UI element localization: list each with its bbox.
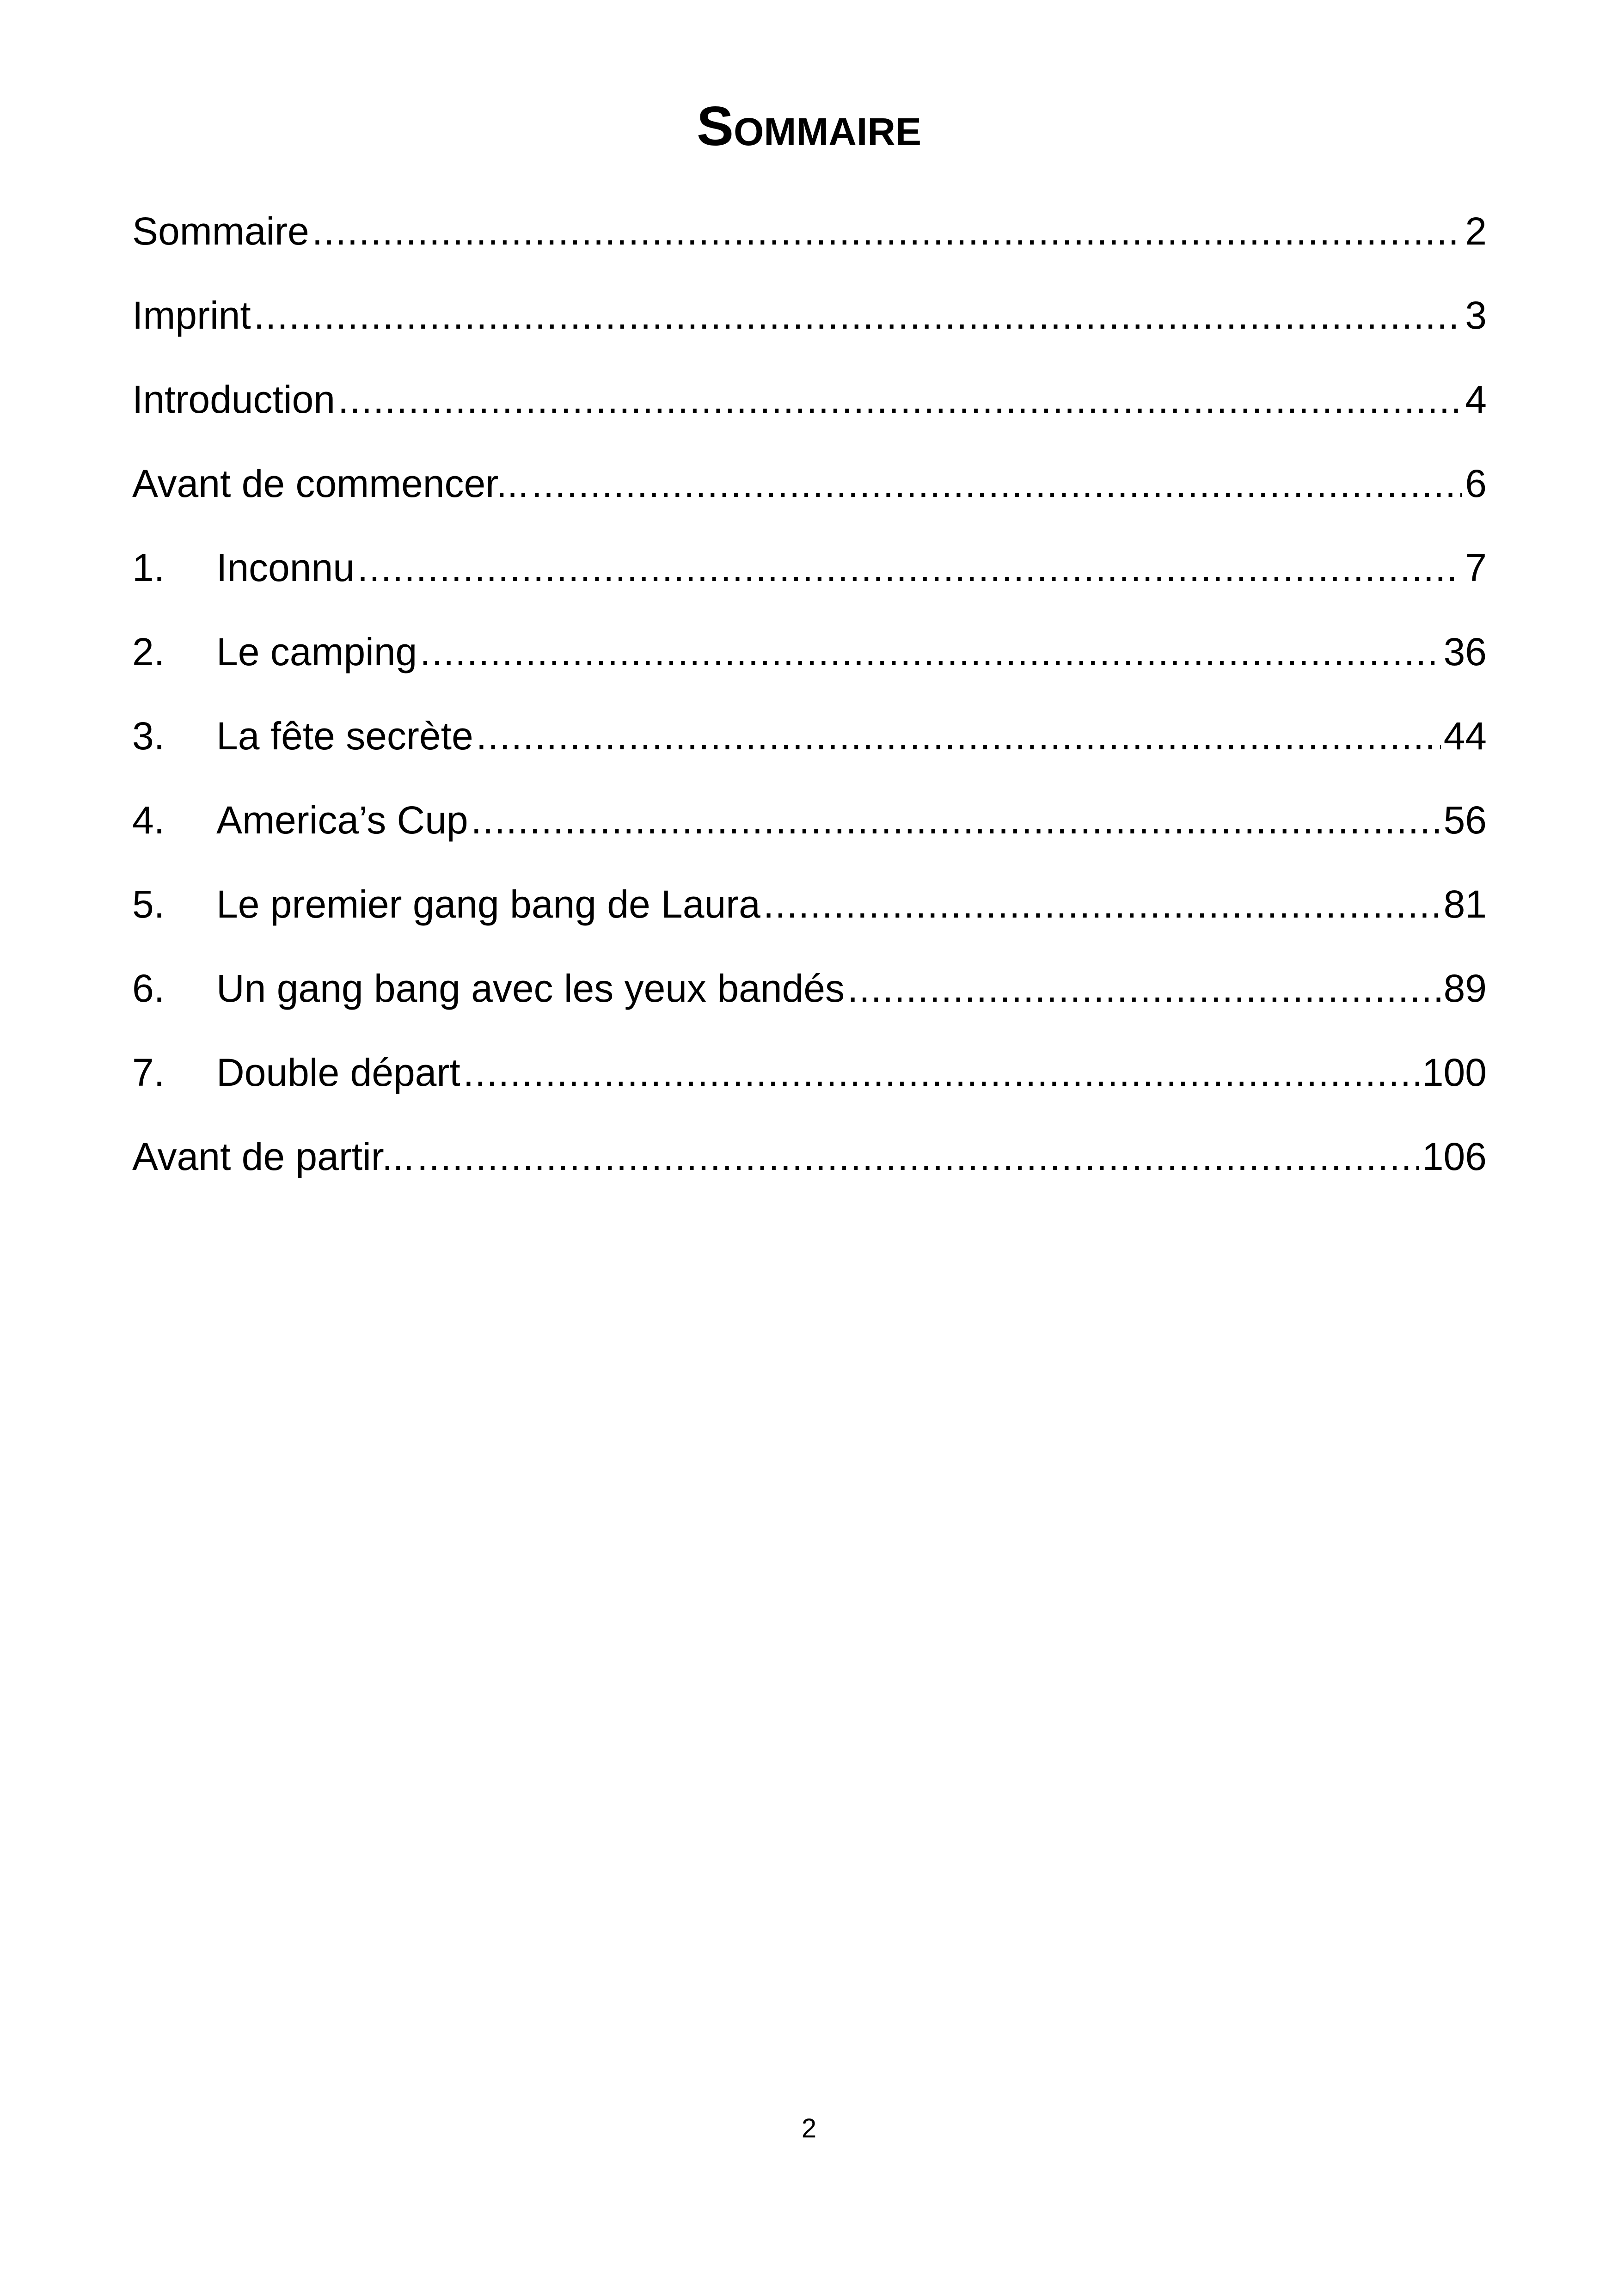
- toc-leader-dots: [312, 203, 1463, 259]
- toc-entry-number: 7.: [132, 1051, 165, 1094]
- toc-entry-page: 106: [1422, 1135, 1487, 1178]
- toc-leader-dots: [763, 876, 1441, 932]
- toc-entry-text: Double départ: [216, 1051, 460, 1094]
- page-title: Sommaire: [696, 95, 921, 157]
- toc-entry-page: 89: [1443, 967, 1487, 1010]
- toc-leader-dots: [532, 456, 1463, 511]
- toc-entry-text: Avant de commencer...: [132, 462, 529, 505]
- toc-leader-dots: [847, 961, 1441, 1016]
- toc-entry-chapter-7[interactable]: [132, 1045, 1487, 1129]
- toc-entry-text: Introduction: [132, 378, 335, 421]
- toc-entry-page: 3: [1465, 294, 1487, 337]
- toc-entry-number: 4.: [132, 798, 165, 842]
- toc-entry-chapter-1[interactable]: [132, 540, 1487, 624]
- toc-entry-text: America’s Cup: [216, 798, 468, 842]
- toc-entry-text: Sommaire: [132, 209, 309, 253]
- toc-entry-page: 6: [1465, 462, 1487, 505]
- toc-leader-dots: [357, 540, 1462, 595]
- toc-entry-sommaire[interactable]: [132, 203, 1487, 288]
- toc-leader-dots: [476, 708, 1441, 764]
- toc-entry-number: 3.: [132, 714, 165, 758]
- toc-leader-dots: [417, 1129, 1419, 1184]
- toc-entry-chapter-5[interactable]: [132, 876, 1487, 961]
- toc-entry-text: Un gang bang avec les yeux bandés: [216, 967, 845, 1010]
- toc-entry-avant-de-partir[interactable]: [132, 1129, 1487, 1213]
- toc-entry-number: 1.: [132, 546, 165, 589]
- toc-leader-dots: [471, 792, 1441, 848]
- toc-entry-chapter-4[interactable]: [132, 792, 1487, 876]
- toc-entry-page: 56: [1443, 798, 1487, 842]
- toc-entry-page: 2: [1465, 209, 1487, 253]
- toc-leader-dots: [254, 288, 1463, 343]
- toc-entry-page: 100: [1422, 1051, 1487, 1094]
- toc-entry-page: 7: [1465, 546, 1487, 589]
- toc-entry-introduction[interactable]: [132, 372, 1487, 456]
- toc-entry-text: Inconnu: [216, 546, 355, 589]
- toc-entry-chapter-6[interactable]: [132, 961, 1487, 1045]
- toc-entry-chapter-2[interactable]: [132, 624, 1487, 708]
- toc-leader-dots: [420, 624, 1440, 680]
- toc-entry-text: Imprint: [132, 294, 251, 337]
- toc-entry-page: 44: [1443, 714, 1487, 758]
- toc-entry-avant-de-commencer[interactable]: [132, 456, 1487, 540]
- toc-leader-dots: [463, 1045, 1419, 1100]
- toc-entry-text: Avant de partir...: [132, 1135, 415, 1178]
- toc-entry-number: 2.: [132, 630, 165, 673]
- toc-entry-page: 36: [1443, 630, 1487, 673]
- table-of-contents: [132, 203, 1487, 1213]
- toc-entry-text: La fête secrète: [216, 714, 473, 758]
- toc-entry-text: Le premier gang bang de Laura: [216, 882, 760, 926]
- toc-entry-chapter-3[interactable]: [132, 708, 1487, 792]
- toc-entry-page: 4: [1465, 378, 1487, 421]
- toc-leader-dots: [338, 372, 1462, 427]
- toc-entry-number: 6.: [132, 967, 165, 1010]
- toc-entry-number: 5.: [132, 882, 165, 926]
- toc-entry-page: 81: [1443, 882, 1487, 926]
- toc-entry-imprint[interactable]: [132, 288, 1487, 372]
- toc-entry-text: Le camping: [216, 630, 417, 673]
- page-number: 2: [801, 2113, 817, 2143]
